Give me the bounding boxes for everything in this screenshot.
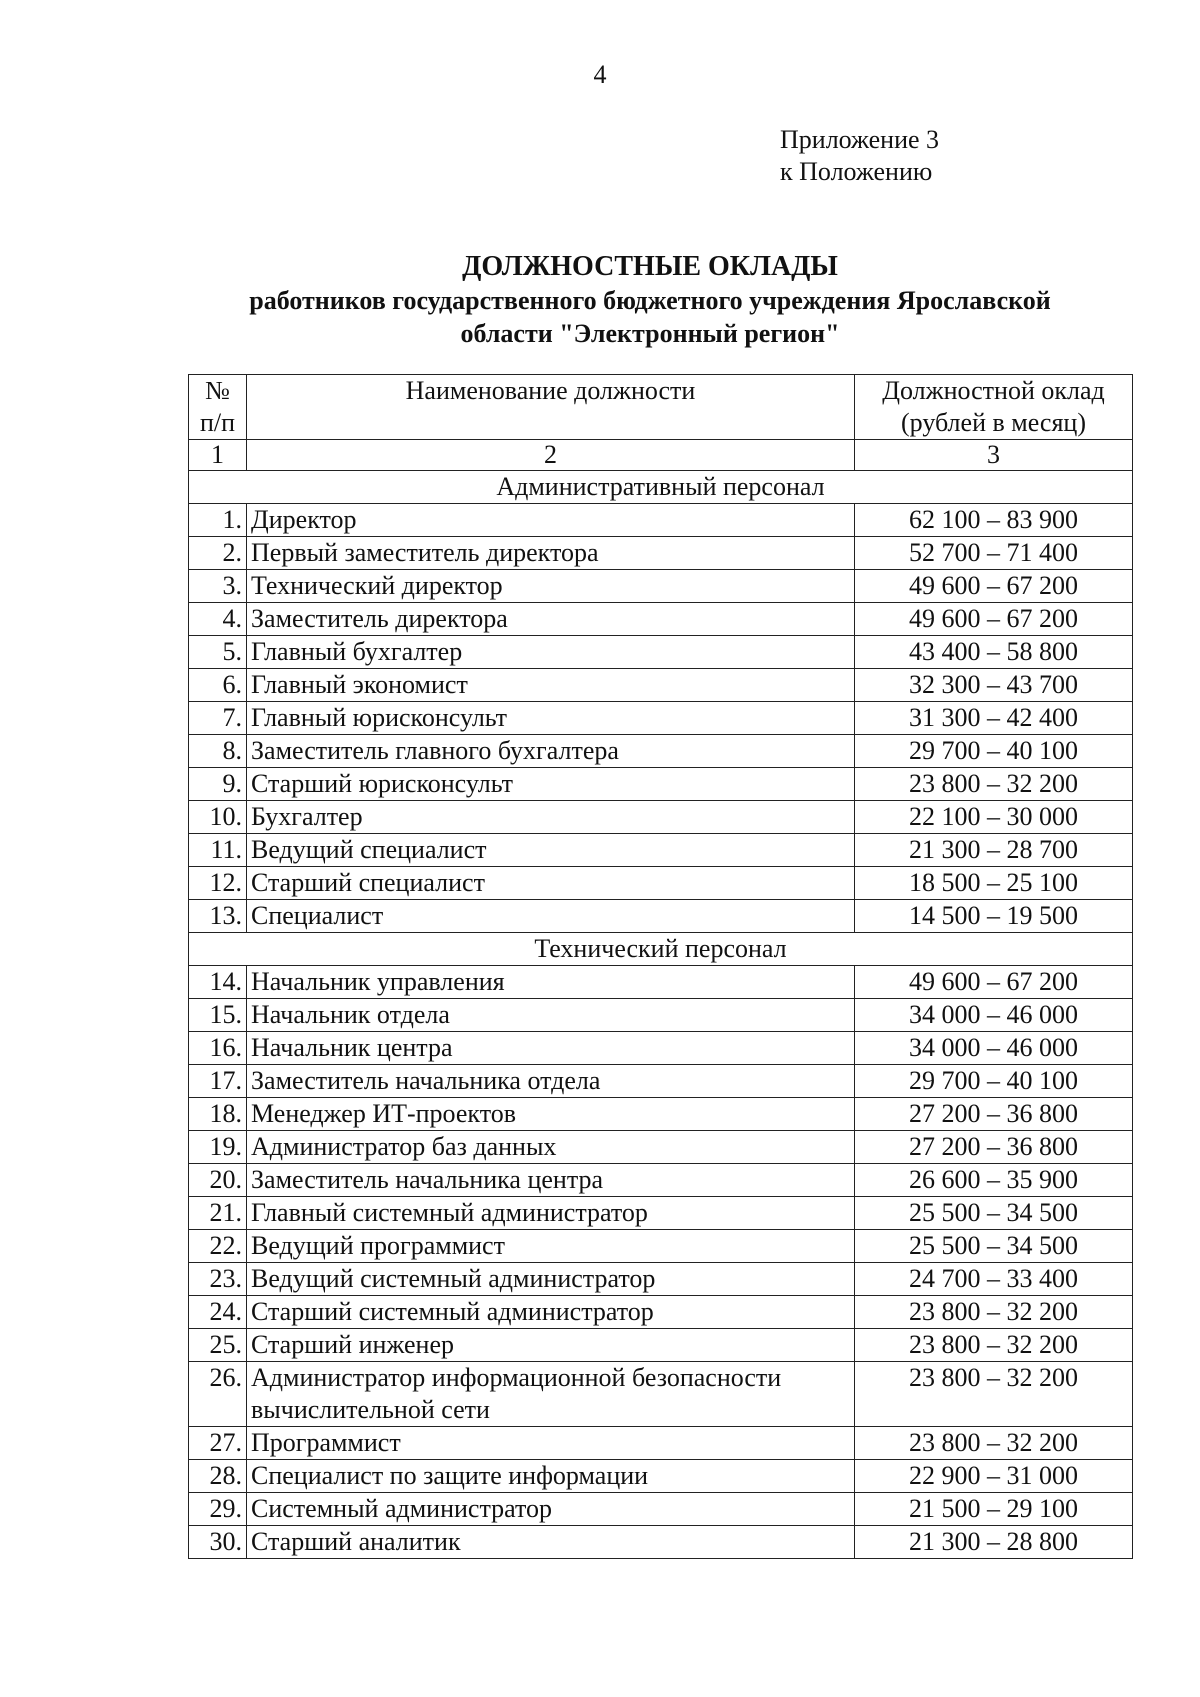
- table-row: [189, 1460, 1133, 1493]
- salary-range: 21 500 – 29 100: [855, 1493, 1133, 1526]
- row-number: 9.: [189, 768, 247, 801]
- position-name: Ведущий системный администратор: [247, 1263, 855, 1296]
- position-name: Старший специалист: [247, 867, 855, 900]
- header-salary: [855, 375, 1133, 440]
- position-name: Начальник центра: [247, 1032, 855, 1065]
- position-name: Главный бухгалтер: [247, 636, 855, 669]
- row-number: 14.: [189, 966, 247, 999]
- header-number-line: п/п: [199, 408, 236, 437]
- table-row: [189, 669, 1133, 702]
- header-salary-line: Должностной оклад: [882, 376, 1105, 405]
- table-row: [189, 636, 1133, 669]
- row-number: 29.: [189, 1493, 247, 1526]
- position-name: Заместитель главного бухгалтера: [247, 735, 855, 768]
- row-number: 3.: [189, 570, 247, 603]
- table-row: [189, 801, 1133, 834]
- row-number: 20.: [189, 1164, 247, 1197]
- salary-range: 52 700 – 71 400: [855, 537, 1133, 570]
- position-name: Старший юрисконсульт: [247, 768, 855, 801]
- row-number: 21.: [189, 1197, 247, 1230]
- position-name: Главный экономист: [247, 669, 855, 702]
- table-row: [189, 1427, 1133, 1460]
- salary-range: 25 500 – 34 500: [855, 1230, 1133, 1263]
- position-name: Главный юрисконсульт: [247, 702, 855, 735]
- row-number: 6.: [189, 669, 247, 702]
- table-row: [189, 999, 1133, 1032]
- table-row: [189, 603, 1133, 636]
- position-name: Менеджер ИТ-проектов: [247, 1098, 855, 1131]
- table-row: [189, 1098, 1133, 1131]
- salary-range: 23 800 – 32 200: [855, 1296, 1133, 1329]
- row-number: 5.: [189, 636, 247, 669]
- column-index: 2: [247, 440, 855, 471]
- salary-range: 22 900 – 31 000: [855, 1460, 1133, 1493]
- table-row: [189, 1197, 1133, 1230]
- salary-range: 21 300 – 28 700: [855, 834, 1133, 867]
- salary-range: 26 600 – 35 900: [855, 1164, 1133, 1197]
- salary-range: 34 000 – 46 000: [855, 999, 1133, 1032]
- header-position-name: Наименование должности: [247, 375, 855, 440]
- position-name: Администратор информационной безопасности вычислительной сети: [247, 1362, 855, 1427]
- salary-range: 22 100 – 30 000: [855, 801, 1133, 834]
- row-number: 4.: [189, 603, 247, 636]
- salary-range: 18 500 – 25 100: [855, 867, 1133, 900]
- row-number: 28.: [189, 1460, 247, 1493]
- row-number: 17.: [189, 1065, 247, 1098]
- position-name: Заместитель начальника центра: [247, 1164, 855, 1197]
- row-number: 12.: [189, 867, 247, 900]
- position-name: Программист: [247, 1427, 855, 1460]
- appendix-reference: [780, 124, 939, 188]
- section-title: Технический персонал: [189, 933, 1133, 966]
- salary-range: 62 100 – 83 900: [855, 504, 1133, 537]
- document-title: [150, 250, 1150, 350]
- position-name: Специалист по защите информации: [247, 1460, 855, 1493]
- position-name: Первый заместитель директора: [247, 537, 855, 570]
- salary-range: 32 300 – 43 700: [855, 669, 1133, 702]
- salary-range: 34 000 – 46 000: [855, 1032, 1133, 1065]
- table-row: [189, 1362, 1133, 1427]
- row-number: 10.: [189, 801, 247, 834]
- table-row: [189, 1493, 1133, 1526]
- table-row: [189, 1296, 1133, 1329]
- table-row: [189, 1065, 1133, 1098]
- position-name: Ведущий программист: [247, 1230, 855, 1263]
- salary-range: 24 700 – 33 400: [855, 1263, 1133, 1296]
- salary-table: [188, 374, 1133, 1559]
- table-row: [189, 702, 1133, 735]
- row-number: 27.: [189, 1427, 247, 1460]
- column-index: 3: [855, 440, 1133, 471]
- salary-range: 43 400 – 58 800: [855, 636, 1133, 669]
- position-name: Заместитель начальника отдела: [247, 1065, 855, 1098]
- row-number: 25.: [189, 1329, 247, 1362]
- row-number: 8.: [189, 735, 247, 768]
- appendix-line: Приложение 3: [780, 125, 940, 154]
- position-name: Заместитель директора: [247, 603, 855, 636]
- table-header-row: [189, 375, 1133, 440]
- title-main: ДОЛЖНОСТНЫЕ ОКЛАДЫ: [462, 251, 838, 282]
- table-row: [189, 735, 1133, 768]
- table-row: [189, 966, 1133, 999]
- page-number: 4: [593, 60, 607, 89]
- position-name: Директор: [247, 504, 855, 537]
- position-name: Старший системный администратор: [247, 1296, 855, 1329]
- salary-range: 27 200 – 36 800: [855, 1098, 1133, 1131]
- salary-range: 23 800 – 32 200: [855, 1427, 1133, 1460]
- salary-range: 25 500 – 34 500: [855, 1197, 1133, 1230]
- position-name: Старший аналитик: [247, 1526, 855, 1559]
- position-name: Начальник отдела: [247, 999, 855, 1032]
- row-number: 16.: [189, 1032, 247, 1065]
- row-number: 13.: [189, 900, 247, 933]
- row-number: 30.: [189, 1526, 247, 1559]
- title-subtitle-line: области "Электронный регион": [460, 319, 840, 348]
- table-row: [189, 1263, 1133, 1296]
- position-name: Администратор баз данных: [247, 1131, 855, 1164]
- position-name: Главный системный администратор: [247, 1197, 855, 1230]
- title-subtitle-line: работников государственного бюджетного учреждения Ярославской: [249, 286, 1051, 315]
- row-number: 2.: [189, 537, 247, 570]
- row-number: 18.: [189, 1098, 247, 1131]
- salary-range: 23 800 – 32 200: [855, 1362, 1133, 1427]
- table-row: [189, 1164, 1133, 1197]
- salary-range: 29 700 – 40 100: [855, 735, 1133, 768]
- appendix-line: к Положению: [780, 157, 933, 186]
- salary-range: 49 600 – 67 200: [855, 966, 1133, 999]
- table-row: [189, 537, 1133, 570]
- row-number: 22.: [189, 1230, 247, 1263]
- table-row: [189, 504, 1133, 537]
- position-name: Старший инженер: [247, 1329, 855, 1362]
- section-header-row: [189, 471, 1133, 504]
- table-row: [189, 834, 1133, 867]
- section-title: Административный персонал: [189, 471, 1133, 504]
- row-number: 24.: [189, 1296, 247, 1329]
- row-number: 19.: [189, 1131, 247, 1164]
- table-row: [189, 1032, 1133, 1065]
- position-name: Системный администратор: [247, 1493, 855, 1526]
- position-name: Технический директор: [247, 570, 855, 603]
- position-name: Бухгалтер: [247, 801, 855, 834]
- header-salary-line: (рублей в месяц): [901, 408, 1086, 437]
- salary-range: 49 600 – 67 200: [855, 570, 1133, 603]
- salary-range: 31 300 – 42 400: [855, 702, 1133, 735]
- row-number: 15.: [189, 999, 247, 1032]
- row-number: 23.: [189, 1263, 247, 1296]
- table-row: [189, 1230, 1133, 1263]
- position-name: Ведущий специалист: [247, 834, 855, 867]
- table-row: [189, 768, 1133, 801]
- position-name: Начальник управления: [247, 966, 855, 999]
- column-index-row: [189, 440, 1133, 471]
- table-row: [189, 867, 1133, 900]
- salary-range: 14 500 – 19 500: [855, 900, 1133, 933]
- table-row: [189, 570, 1133, 603]
- salary-range: 49 600 – 67 200: [855, 603, 1133, 636]
- section-header-row: [189, 933, 1133, 966]
- table-row: [189, 1131, 1133, 1164]
- row-number: 11.: [189, 834, 247, 867]
- salary-range: 27 200 – 36 800: [855, 1131, 1133, 1164]
- table-row: [189, 1526, 1133, 1559]
- salary-range: 23 800 – 32 200: [855, 1329, 1133, 1362]
- table-body: [189, 471, 1133, 1559]
- salary-range: 21 300 – 28 800: [855, 1526, 1133, 1559]
- row-number: 7.: [189, 702, 247, 735]
- row-number: 1.: [189, 504, 247, 537]
- header-number: [189, 375, 247, 440]
- table-row: [189, 900, 1133, 933]
- table-row: [189, 1329, 1133, 1362]
- salary-range: 23 800 – 32 200: [855, 768, 1133, 801]
- position-name: Специалист: [247, 900, 855, 933]
- header-number-line: №: [205, 376, 230, 405]
- row-number: 26.: [189, 1362, 247, 1427]
- salary-range: 29 700 – 40 100: [855, 1065, 1133, 1098]
- column-index: 1: [189, 440, 247, 471]
